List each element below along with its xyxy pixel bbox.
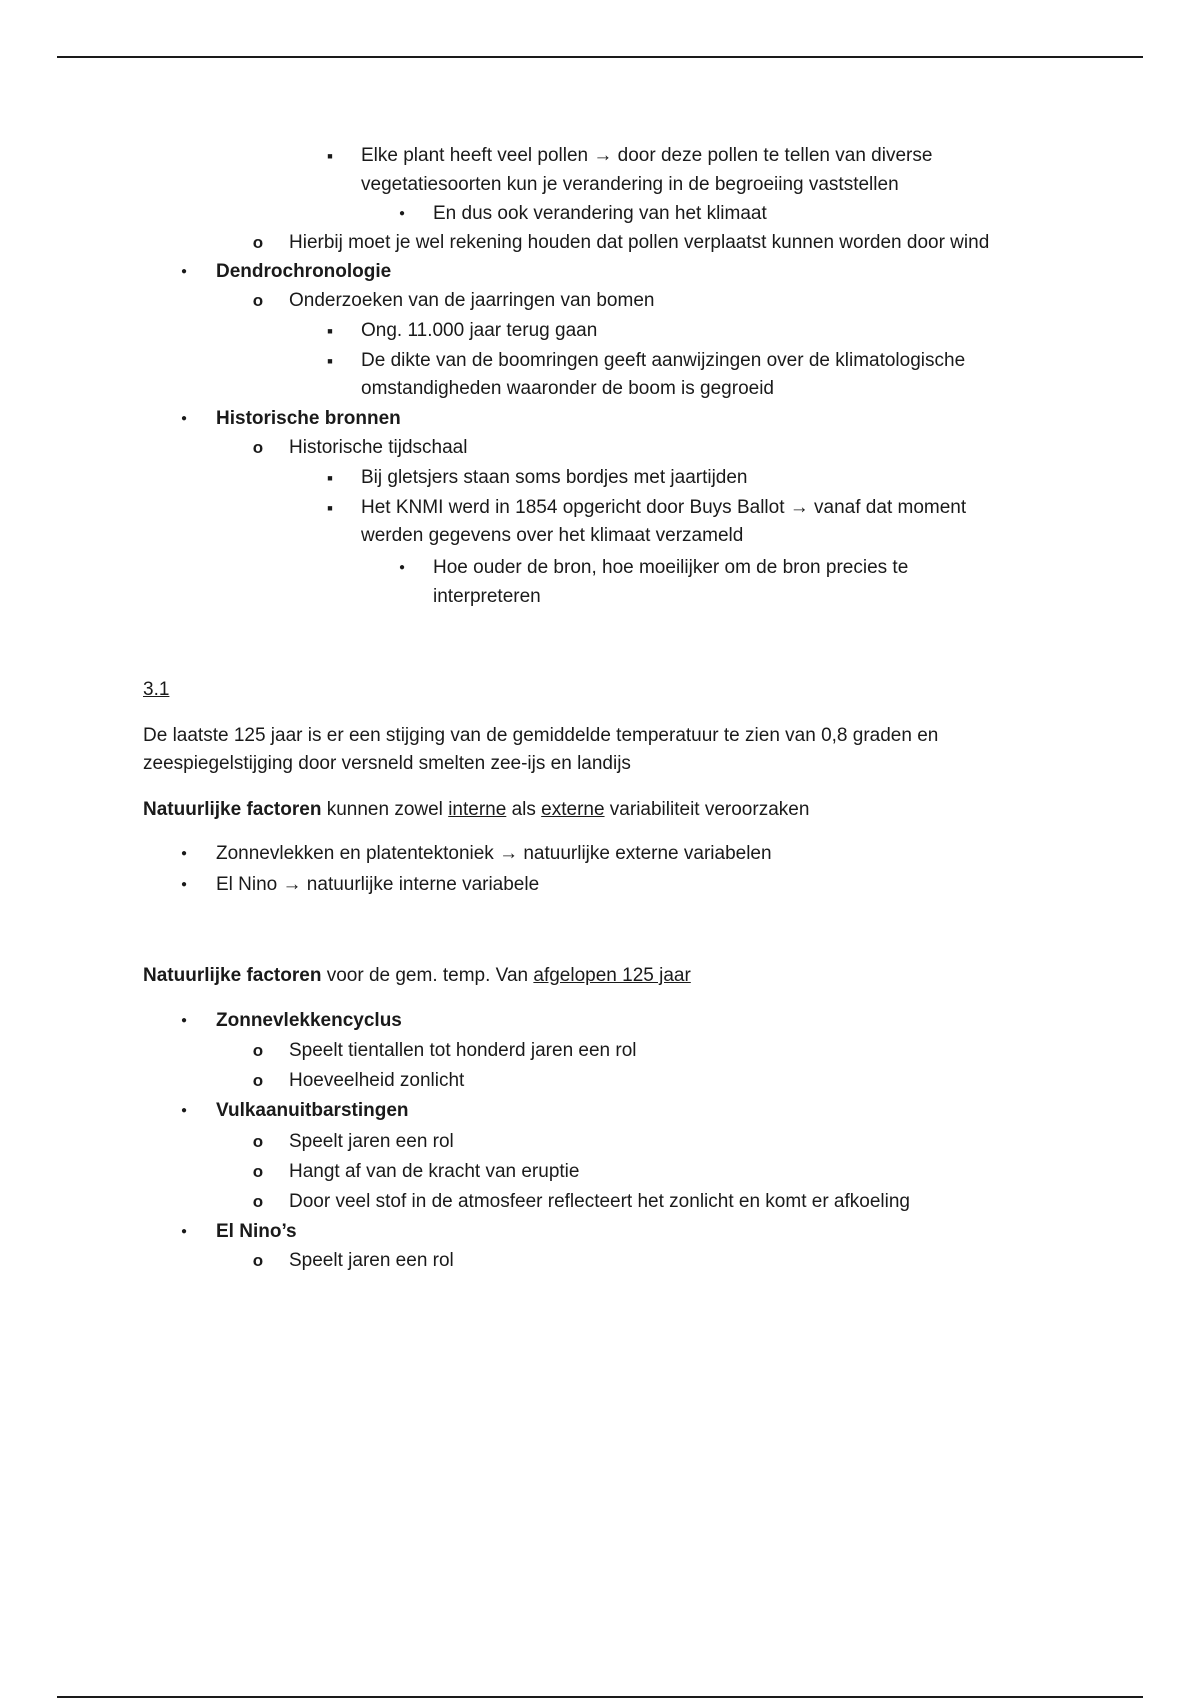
bold-term: Natuurlijke factoren <box>143 799 322 820</box>
disc-bullet-icon <box>170 872 198 898</box>
list-item: Speelt tientallen tot honderd jaren een rol <box>289 1040 637 1061</box>
circle-bullet-icon <box>244 435 272 461</box>
underlined-term: interne <box>448 799 507 820</box>
paragraph-line: De laatste 125 jaar is er een stijging van de gemiddelde temperatuur te zien van 0,8 graden en <box>143 725 939 746</box>
square-bullet-icon <box>316 465 344 492</box>
text-line: omstandigheden waaronder de boom is gegroeid <box>361 378 774 399</box>
list-item: Speelt jaren een rol <box>289 1250 454 1271</box>
circle-bullet-icon <box>244 288 272 314</box>
disc-bullet-icon <box>388 555 416 581</box>
text-run: als <box>506 799 542 820</box>
underlined-term: afgelopen 125 jaar <box>533 965 691 986</box>
list-heading-vulkaanuitbarstingen: Vulkaanuitbarstingen <box>216 1100 409 1121</box>
square-bullet-icon <box>316 318 344 345</box>
text-line: werden gegevens over het klimaat verzameld <box>361 525 744 546</box>
list-heading-el-ninos: El Nino’s <box>216 1221 297 1242</box>
disc-bullet-icon <box>170 1008 198 1034</box>
circle-bullet-icon <box>244 1248 272 1274</box>
text-line: Hierbij moet je wel rekening houden dat pollen verplaatst kunnen worden door wind <box>289 232 990 253</box>
list-heading-historische-bronnen: Historische bronnen <box>216 408 401 429</box>
square-bullet-icon <box>316 495 344 522</box>
bold-term: Natuurlijke factoren <box>143 965 322 986</box>
square-bullet-icon <box>316 348 344 375</box>
list-item: Speelt jaren een rol <box>289 1131 454 1152</box>
text-run: voor de gem. temp. Van <box>321 965 534 986</box>
disc-bullet-icon <box>170 841 198 867</box>
list-item: Hangt af van de kracht van eruptie <box>289 1161 580 1182</box>
circle-bullet-icon <box>244 1129 272 1155</box>
text-line: interpreteren <box>433 586 541 607</box>
text-line: vegetatiesoorten kun je verandering in de begroeiing vaststellen <box>361 174 899 195</box>
disc-bullet-icon <box>170 259 198 285</box>
text-line: Bij gletsjers staan soms bordjes met jaartijden <box>361 467 748 488</box>
circle-bullet-icon <box>244 1189 272 1215</box>
disc-bullet-icon <box>170 1098 198 1124</box>
text-run: variabiliteit veroorzaken <box>604 799 810 820</box>
list-heading-dendrochronologie: Dendrochronologie <box>216 261 392 282</box>
paragraph-natural-factors <box>143 797 809 823</box>
list-heading-zonnevlekkencyclus: Zonnevlekkencyclus <box>216 1010 402 1031</box>
underlined-term: externe <box>541 799 605 820</box>
text-line: Onderzoeken van de jaarringen van bomen <box>289 290 655 311</box>
footer-rule <box>57 1696 1143 1698</box>
disc-bullet-icon <box>170 406 198 432</box>
text-run: kunnen zowel <box>321 799 449 820</box>
circle-bullet-icon <box>244 1038 272 1064</box>
section-heading: 3.1 <box>143 679 170 700</box>
circle-bullet-icon <box>244 1159 272 1185</box>
text-line: Elke plant heeft veel pollen → door deze pollen te tellen van diverse <box>361 145 933 166</box>
list-item: Zonnevlekken en platentektoniek → natuurlijke externe variabelen <box>216 843 772 864</box>
disc-bullet-icon <box>170 1219 198 1245</box>
text-line: Hoe ouder de bron, hoe moeilijker om de bron precies te <box>433 557 909 578</box>
disc-bullet-icon <box>388 201 416 227</box>
circle-bullet-icon <box>244 230 272 256</box>
square-bullet-icon <box>316 143 344 170</box>
paragraph-natural-factors-temp <box>143 963 691 989</box>
list-item: El Nino → natuurlijke interne variabele <box>216 874 540 895</box>
text-line: En dus ook verandering van het klimaat <box>433 203 767 224</box>
text-line: Het KNMI werd in 1854 opgericht door Buys Ballot → vanaf dat moment <box>361 497 967 518</box>
header-rule <box>57 56 1143 58</box>
text-line: Ong. 11.000 jaar terug gaan <box>361 320 598 341</box>
text-line: De dikte van de boomringen geeft aanwijzingen over de klimatologische <box>361 350 966 371</box>
list-item: Door veel stof in de atmosfeer reflecteert het zonlicht en komt er afkoeling <box>289 1191 910 1212</box>
paragraph-line: zeespiegelstijging door versneld smelten zee-ijs en landijs <box>143 753 631 774</box>
list-item: Hoeveelheid zonlicht <box>289 1070 465 1091</box>
text-line: Historische tijdschaal <box>289 437 468 458</box>
circle-bullet-icon <box>244 1068 272 1094</box>
